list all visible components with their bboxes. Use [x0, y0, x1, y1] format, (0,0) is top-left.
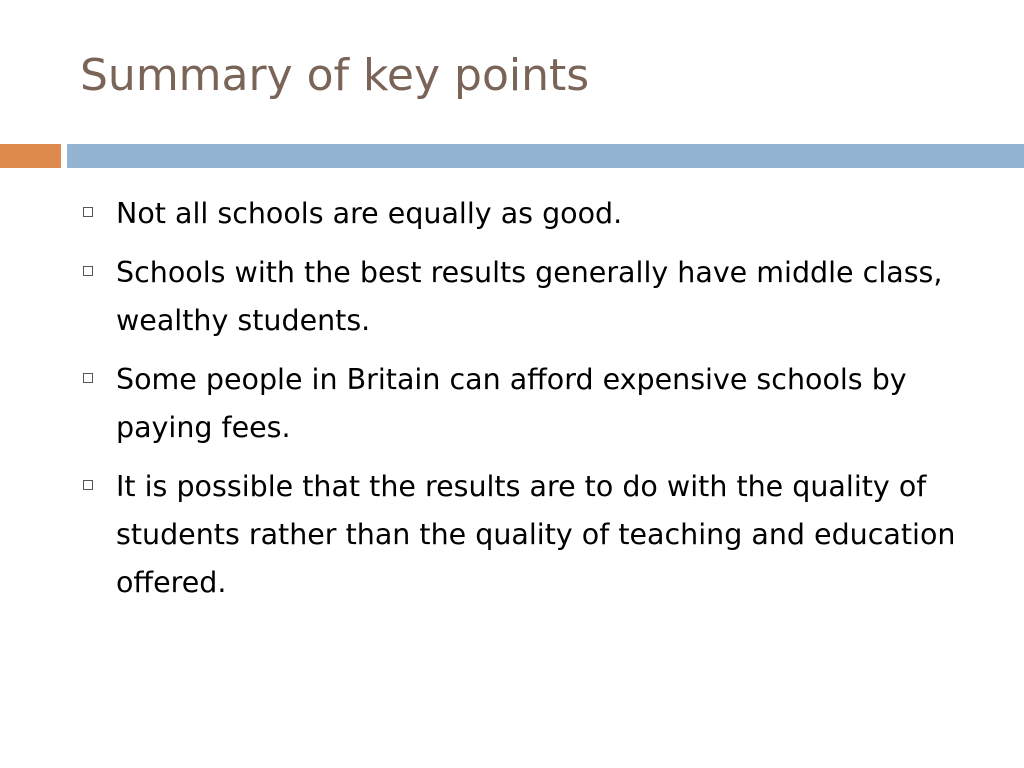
bullet-text: It is possible that the results are to do with the quality of students rather than the quality of teaching and education offered.	[116, 470, 956, 599]
bullet-text: Some people in Britain can afford expensive schools by paying fees.	[116, 363, 907, 444]
bullet-item	[80, 249, 980, 345]
bullet-text: Not all schools are equally as good.	[116, 197, 623, 230]
bullet-item	[80, 190, 980, 238]
hollow-square-bullet-icon	[83, 373, 93, 383]
hollow-square-bullet-icon	[83, 266, 93, 276]
bullet-item	[80, 356, 980, 452]
hollow-square-bullet-icon	[83, 480, 93, 490]
bullet-item	[80, 463, 980, 607]
accent-bar-orange	[0, 144, 61, 168]
slide-title: Summary of key points	[80, 50, 590, 101]
hollow-square-bullet-icon	[83, 207, 93, 217]
bullet-text: Schools with the best results generally have middle class, wealthy students.	[116, 256, 943, 337]
accent-bar-blue	[67, 144, 1024, 168]
bullet-list	[80, 190, 980, 618]
